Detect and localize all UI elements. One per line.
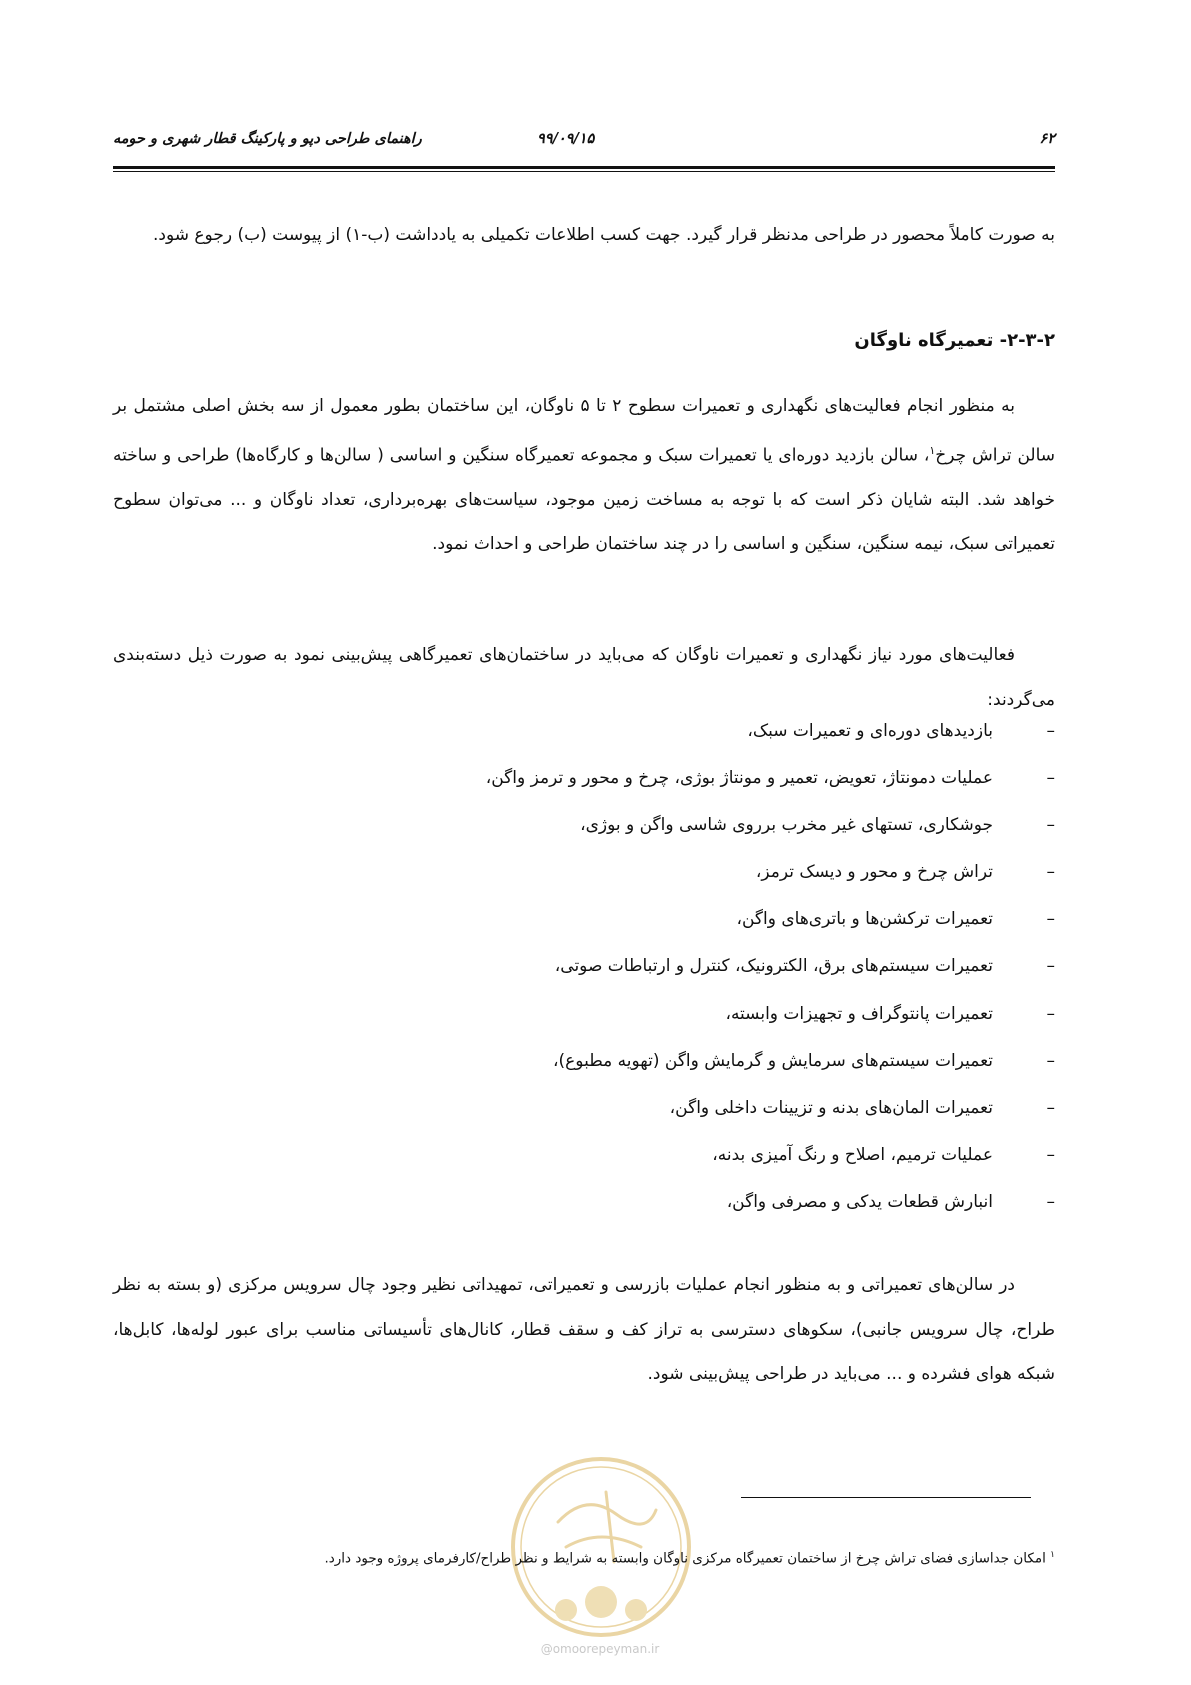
header-divider-thin (113, 171, 1055, 172)
footnote-text: امکان جداسازی فضای تراش چرخ از ساختمان تعمیرگاه مرکزی ناوگان وابسته به شرایط و نظر طراح/کارفرمای پروژه وجود دارد. (324, 1550, 1046, 1567)
list-item (155, 1179, 1055, 1226)
list-item (155, 991, 1055, 1038)
closing-paragraph: در سالن‌های تعمیراتی و به منظور انجام عملیات بازرسی و تعمیراتی، تمهیداتی نظیر وجود چال سرویس مرکزی (و بسته به نظر طراح، چال سرویس جانبی)، سکوهای دسترسی به تراز کف و سقف قطار، کانال‌های تأسیساتی مناسب برای عبور لوله‌ها، کابل‌ها، شبکه هوای فشرده و ... می‌باید در طراحی پیش‌بینی شود. (113, 1275, 1055, 1384)
bullet-dash: – (1046, 721, 1055, 741)
list-item (155, 1038, 1055, 1085)
footnote-mark: ۱ (1050, 1550, 1055, 1560)
footnote-reference[interactable]: ۱ (929, 443, 936, 457)
list-item (155, 708, 1055, 755)
page-number: ۶۲ (1039, 130, 1055, 147)
activities-list (155, 708, 1055, 1226)
bullet-dash: – (1046, 1097, 1055, 1118)
bullet-dash: – (1046, 1050, 1055, 1071)
header-date: ۹۹/۰۹/۱۵ (537, 130, 595, 147)
bullet-dash: – (1046, 862, 1055, 883)
bullet-dash: – (1046, 815, 1055, 836)
document-title: راهنمای طراحی دپو و پارکینگ قطار شهری و حومه (113, 130, 422, 147)
list-item-text: بازدیدهای دوره‌ای و تعمیرات سبک، (747, 721, 993, 741)
list-item (155, 849, 1055, 896)
list-item-text: انبارش قطعات یدکی و مصرفی واگن، (726, 1191, 993, 1212)
page-header (113, 126, 1055, 152)
activities-intro-paragraph: فعالیت‌های مورد نیاز نگهداری و تعمیرات ناوگان که می‌باید در ساختمان‌های تعمیرگاهی پیش‌بینی نمود به صورت ذیل دسته‌بندی می‌گردند: (113, 645, 1055, 710)
list-item-text: تعمیرات پانتوگراف و تجهیزات وابسته، (725, 1003, 993, 1024)
list-item-text: تراش چرخ و محور و دیسک ترمز، (755, 862, 993, 883)
list-item-text: عملیات دمونتاژ، تعویض، تعمیر و مونتاژ بوژی، چرخ و محور و ترمز واگن، (485, 768, 993, 789)
bullet-dash: – (1046, 1191, 1055, 1212)
bullet-dash: – (1046, 1003, 1055, 1024)
bullet-dash: – (1046, 1144, 1055, 1165)
list-item (155, 896, 1055, 943)
list-item-text: عملیات ترمیم، اصلاح و رنگ آمیزی بدنه، (712, 1144, 993, 1165)
header-divider (113, 166, 1055, 169)
bullet-dash: – (1046, 909, 1055, 930)
intro-text-part1: به منظور انجام فعالیت‌های نگهداری و تعمیرات سطوح ۲ تا ۵ ناوگان، این ساختمان بطور معمول از سه بخش اصلی مشتمل بر سالن تراش چرخ (113, 396, 1055, 466)
list-item-text: تعمیرات ترکشن‌ها و باتری‌های واگن، (736, 909, 993, 930)
list-item-text: تعمیرات المان‌های بدنه و تزیینات داخلی واگن، (669, 1097, 993, 1118)
intro-text-part2: ، سالن بازدید دوره‌ای یا تعمیرات سبک و مجموعه تعمیرگاه سنگین و اساسی ( سالن‌ها و کارگاه‌ها) طراحی و ساخته خواهد شد. البته شایان ذکر است که با توجه به مساخت زمین موجود، سیاست‌های بهره‌برداری، تعداد ناوگان و ... می‌توان سطوح تعمیراتی سبک، نیمه سنگین، سنگین و اساسی را در چند ساختمان طراحی و احداث نمود. (113, 445, 1055, 555)
intro-paragraph (113, 384, 1055, 567)
list-item (155, 802, 1055, 849)
bullet-dash: – (1046, 956, 1055, 977)
footnote-divider (741, 1497, 1031, 1498)
list-item (155, 755, 1055, 802)
section-heading: ۲-۳-۲- تعمیرگاه ناوگان (854, 330, 1055, 351)
watermark-website: @omoorepeyman.ir (540, 1642, 660, 1656)
continuation-paragraph: به صورت کاملاً محصور در طراحی مدنظر قرار گیرد. جهت کسب اطلاعات تکمیلی به یادداشت (ب-۱) از پیوست (ب) رجوع شود. (153, 225, 1055, 245)
list-item (155, 1085, 1055, 1132)
list-item-text: تعمیرات سیستم‌های سرمایش و گرمایش واگن (تهویه مطبوع)، (553, 1050, 993, 1071)
footnote (113, 1543, 1055, 1571)
list-item (155, 1132, 1055, 1179)
list-item-text: تعمیرات سیستم‌های برق، الکترونیک، کنترل و ارتباطات صوتی، (554, 956, 993, 977)
bullet-dash: – (1046, 768, 1055, 789)
list-item (155, 943, 1055, 990)
list-item-text: جوشکاری، تستهای غیر مخرب برروی شاسی واگن و بوژی، (580, 815, 993, 836)
